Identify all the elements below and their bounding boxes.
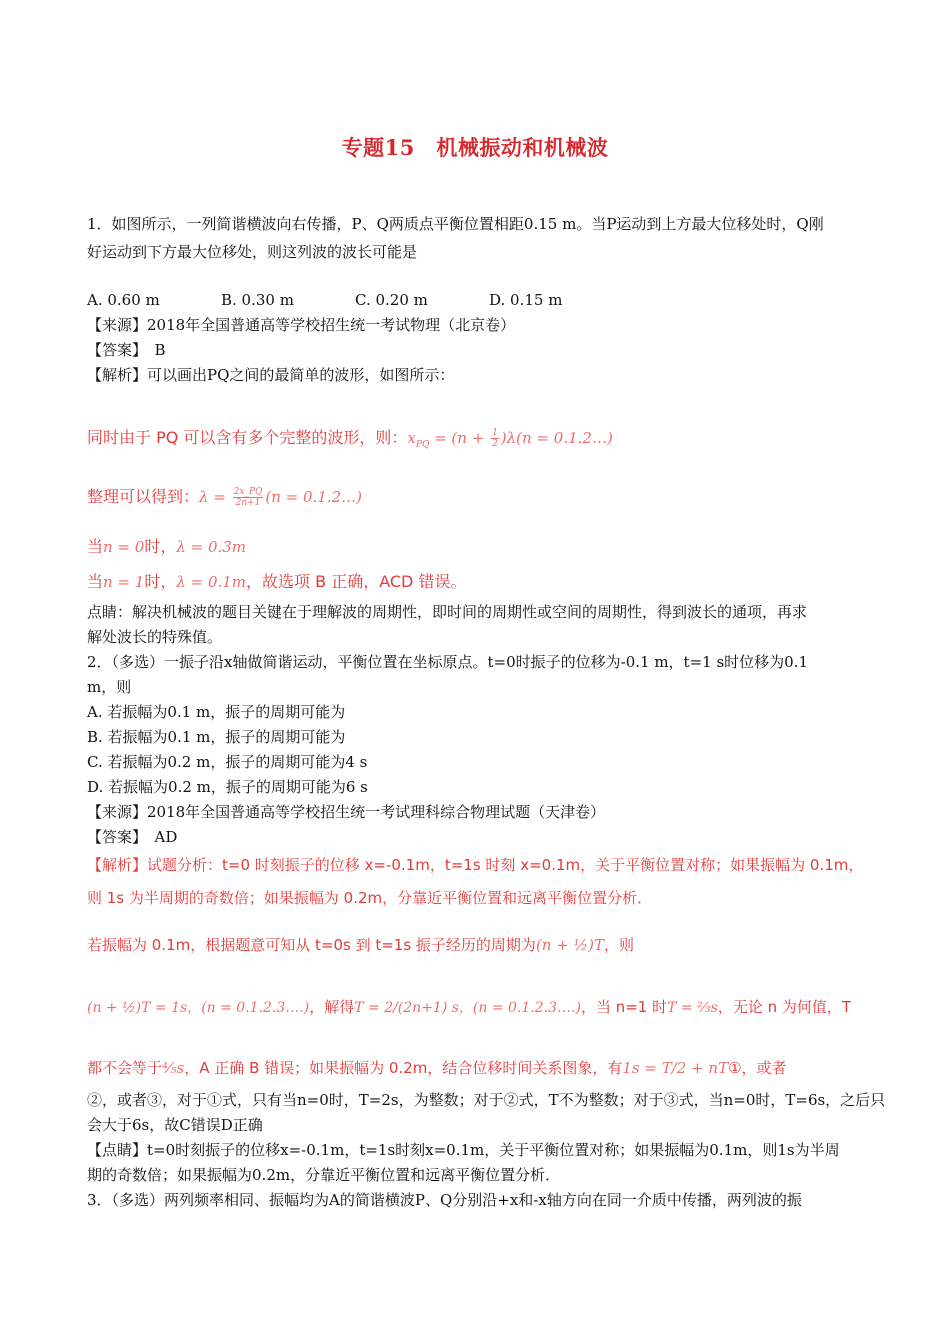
q2-answer: 【答案】 AD [87, 828, 178, 846]
q1-option-b: B. 0.30 m [221, 291, 294, 309]
page-title: 专题15 机械振动和机械波 [341, 135, 609, 160]
q1-red-line1: 同时由于 PQ 可以含有多个完整的波形，则：$x_{PQ} = (n$ + $\frac{1}{2}$ )λ(n = 0.1.2…) [87, 428, 613, 450]
q2-stem-line1: 2．（多选）一振子沿x轴做简谐运动，平衡位置在坐标原点。t=0时振子的位移为-0.1 m，t=1 s时位移为0.1 [87, 653, 809, 671]
q2-source: 【来源】2018年全国普通高等学校招生统一考试理科综合物理试题（天津卷） [87, 803, 606, 821]
q1-option-c: C. 0.20 m [355, 291, 428, 309]
q1-analysis-intro: 【解析】可以画出PQ之间的最简单的波形，如图所示： [87, 366, 455, 384]
q2-black-line1: ②，或者③，对于①式，只有当n=0时，T=2s，为整数；对于②式，T不为整数；对于③式，当n=0时，T=6s，之后只 [87, 1091, 886, 1109]
q2-stem-line2: m，则 [87, 678, 132, 696]
q2-tip-line2: 期的奇数倍；如果振幅为0.2m，分靠近平衡位置和远离平衡位置分析． [87, 1166, 561, 1184]
fraction: $\frac{1}{2}$ [492, 428, 498, 449]
q1-options [87, 288, 877, 312]
q1-red-line4: 当n = 1时，λ = 0.1m，故选项 B 正确，ACD 错误。 [87, 572, 467, 591]
q1-option-a: A. 0.60 m [87, 291, 160, 309]
q1-stem-line1: 1．如图所示，一列简谐横波向右传播，P、Q两质点平衡位置相距0.15 m。当P运动到上方最大位移处时，Q刚 [87, 215, 824, 233]
q3-stem-line1: 3．（多选）两列频率相同、振幅均为A的简谐横波P、Q分别沿+x和-x轴方向在同一介质中传播，两列波的振 [87, 1191, 802, 1209]
q2-option-d: D. 若振幅为0.2 m，振子的周期可能为6 s [87, 778, 368, 796]
q2-red-line3: 若振幅为 0.1m，根据题意可知从 t=0s 到 t=1s 振子经历的周期为(n + ½)T，则 [87, 936, 634, 954]
q2-red-line4: (n + ½)T = 1s，(n = 0.1.2.3….)，解得T = 2/(2n+1) s，(n = 0.1.2.3….)，当 n=1 时T = ⅔s，无论 n 为何值，T [87, 998, 852, 1016]
q1-option-d: D. 0.15 m [489, 291, 563, 309]
q1-answer: 【答案】 B [87, 341, 166, 359]
q1-red-line3: 当n = 0时，λ = 0.3m [87, 537, 247, 556]
q1-tip-line1: 点睛：解决机械波的题目关键在于理解波的周期性，即时间的周期性或空间的周期性，得到波长的通项，再求 [87, 603, 808, 621]
q2-tip-line1: 【点睛】t=0时刻振子的位移x=-0.1m，t=1s时刻x=0.1m，关于平衡位置对称；如果振幅为0.1m，则1s为半周 [87, 1141, 840, 1159]
q2-option-a: A. 若振幅为0.1 m，振子的周期可能为 [87, 703, 346, 721]
q1-tip-line2: 解处波长的特殊值。 [87, 628, 223, 646]
q2-red-line2: 则 1s 为半周期的奇数倍；如果振幅为 0.2m，分靠近平衡位置和远离平衡位置分析． [87, 889, 653, 907]
fraction: $\frac{2x\_PQ}{2n+1}$ [233, 487, 263, 508]
q2-red-line5: 都不会等于⅘s，A 正确 B 错误；如果振幅为 0.2m，结合位移时间关系图象，有1s = T/2 + nT①，或者 [87, 1059, 787, 1077]
q2-option-c: C. 若振幅为0.2 m，振子的周期可能为4 s [87, 753, 368, 771]
q1-source: 【来源】2018年全国普通高等学校招生统一考试物理（北京卷） [87, 316, 516, 334]
q2-option-b: B. 若振幅为0.1 m，振子的周期可能为 [87, 728, 346, 746]
q2-red-line1: 【解析】试题分析：t=0 时刻振子的位移 x=-0.1m，t=1s 时刻 x=0.1m，关于平衡位置对称；如果振幅为 0.1m， [87, 856, 864, 874]
q2-black-line2: 会大于6s，故C错误D正确 [87, 1116, 263, 1134]
q1-stem-line2: 好运动到下方最大位移处，则这列波的波长可能是 [87, 243, 418, 261]
q1-red-line2: 整理可以得到：λ = $\frac{2x\_PQ}{2n+1}$ (n = 0.1.2…) [87, 487, 363, 508]
